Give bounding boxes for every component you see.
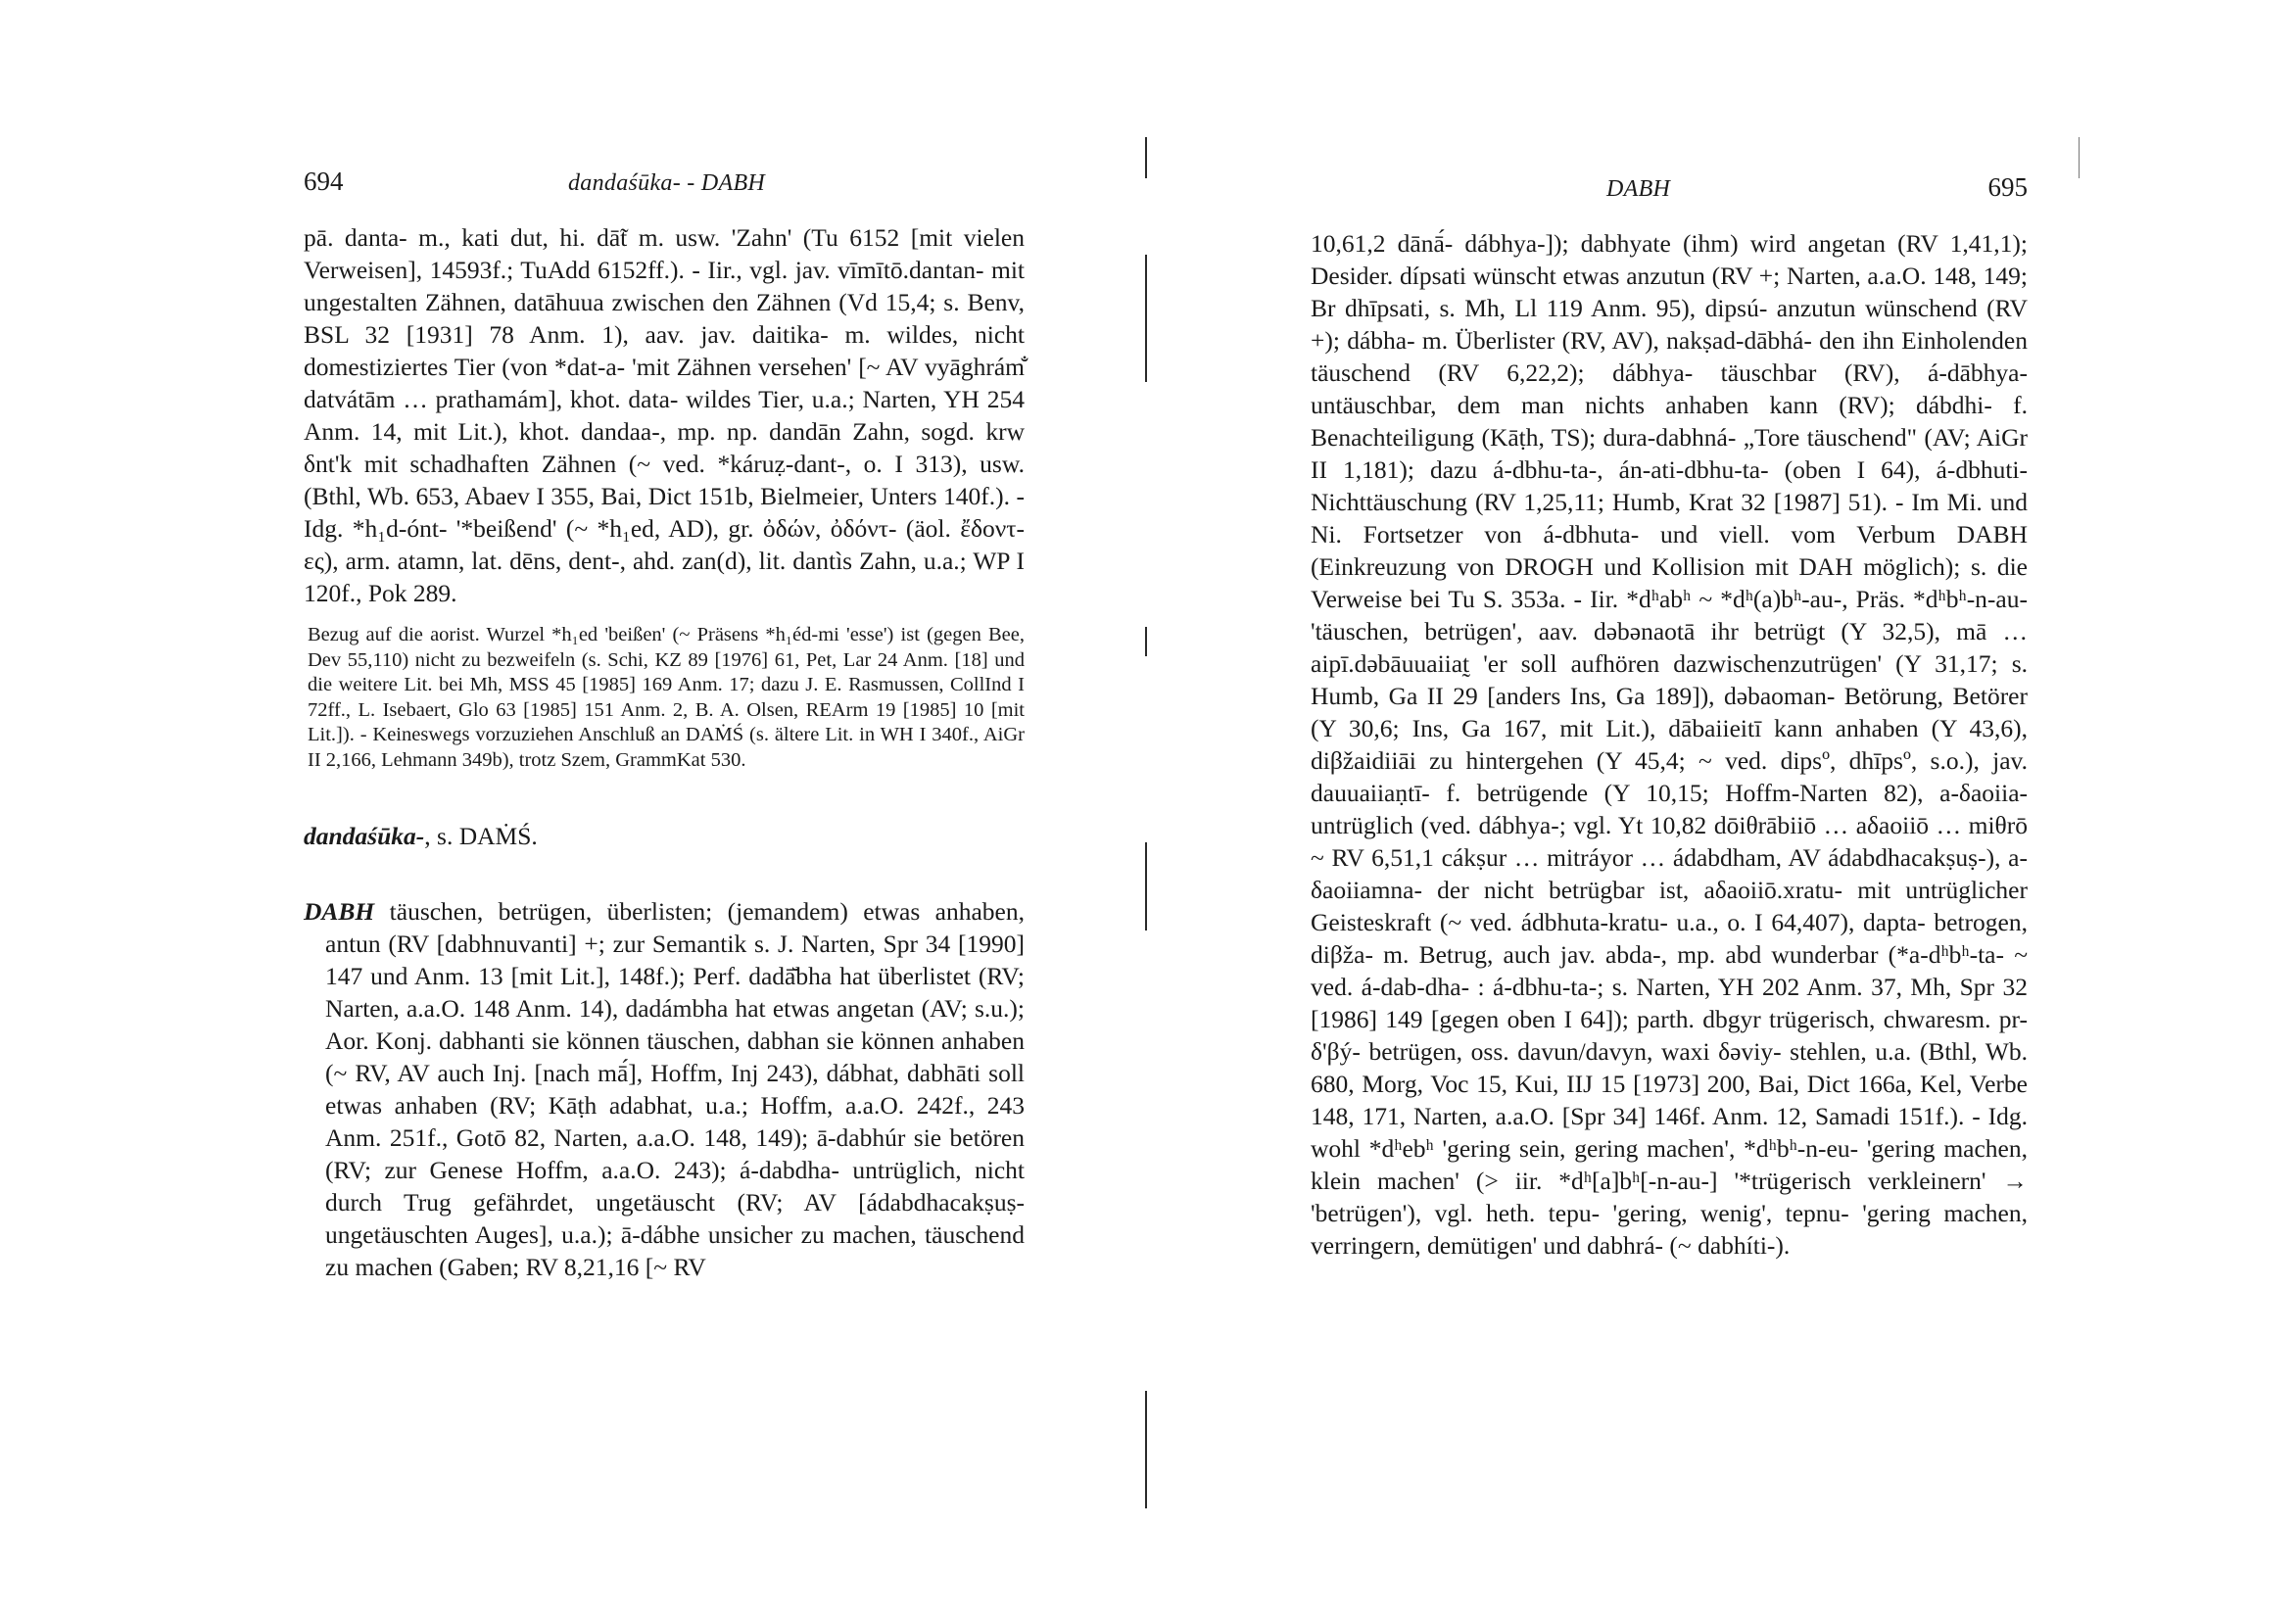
entry-dabh	[304, 895, 1025, 1283]
gutter-line	[1145, 1469, 1147, 1508]
entry-dandasuka	[304, 820, 1025, 852]
footnote-paragraph: Bezug auf die aorist. Wurzel *h₁ed 'beißen' (~ Präsens *h₁éd-mi 'esse') ist (gegen Bee, Dev 55,110) nicht zu bezweifeln (s. Schi, KZ 89 [1976] 61, Pet, Lar 24 Anm. [18] und die weitere Lit. bei Mh, MSS 45 [1985] 169 Anm. 17; dazu J. E. Rasmussen, CollInd I 72ff., L. Isebaert, Glo 63 [1985] 151 Anm. 2, B. A. Olsen, REArm 19 [1985] 10 [mit Lit.]). - Keineswegs vorzuziehen Anschluß an DAṀŚ (s. ältere Lit. in WH I 340f., AiGr II 2,166, Lehmann 349b), trotz Szem, GrammKat 530.	[308, 624, 1025, 771]
page-header	[304, 167, 1025, 206]
running-head: dandaśūka- - DABH	[568, 170, 766, 196]
gutter-line	[1145, 137, 1147, 178]
gutter-line	[1145, 842, 1147, 930]
edge-mark	[2079, 137, 2080, 178]
text-column	[304, 221, 1025, 1283]
page-number: 695	[1987, 172, 2028, 202]
entry-text: täuschen, betrügen, überlisten; (jemandem) etwas anhaben, antun (RV [dabhnuvanti] +; zur Semantik s. J. Narten, Spr 34 [1990] 147 und Anm. 13 [mit Lit.], 148f.); Perf. dadā̆bha hat überlistet (RV; Narten, a.a.O. 148 Anm. 14), dadámbha hat etwas angetan (AV; s.u.); Aor. Konj. dabhanti sie können täuschen, dabhan sie können anhaben (~ RV, AV auch Inj. [nach mā́], Hoffm, Inj 243), dábhat, dabhāti soll etwas anhaben (RV; Kāṭh adabhat, u.a.; Hoffm, a.a.O. 242f., 243 Anm. 251f., Gotō 82, Narten, a.a.O. 148, 149); ā-dabhúr sie betören (RV; zur Genese Hoffm, a.a.O. 243); á-dabdha- untrüglich, nicht durch Trug gefährdet, ungetäuscht (RV; AV [ádabdhacakṣuṣ- ungetäuschten Auges], u.a.); ā-dábhe unsicher zu machen, täuschend zu machen (Gaben; RV 8,21,16 [~ RV	[325, 897, 1025, 1281]
gutter-line	[1145, 627, 1147, 656]
page-header	[1311, 167, 2028, 206]
text-column	[1311, 227, 2028, 1262]
entry-text: , s. DAṀŚ.	[424, 822, 538, 850]
entry-lemma: dandaśūka-	[304, 822, 425, 850]
gutter-line	[1145, 255, 1147, 382]
page-number: 694	[304, 167, 344, 196]
body-paragraph: 10,61,2 dānā́- dábhya-]); dabhyate (ihm) wird angetan (RV 1,41,1); Desider. dípsati wünscht etwas anzutun (RV +; Narten, a.a.O. 148, 149; Br dhīpsati, s. Mh, Ll 119 Anm. 95), dipsú- anzutun wünschend (RV +); dábha- m. Überlister (RV, AV), nakṣad-dābhá- den ihn Einholenden täuschend (RV 6,22,2); dábhya- täuschbar (RV), á-dābhya- untäuschbar, dem man nichts anhaben kann (RV); dábdhi- f. Benachteiligung (Kāṭh, TS); dura-dabhná- „Tore täuschend" (AV; AiGr II 1,181); dazu á-dbhu-ta-, án-ati-dbhu-ta- (oben I 64), á-dbhuti- Nichttäuschung (RV 1,25,11; Humb, Krat 32 [1987] 51). - Im Mi. und Ni. Fortsetzer von á-dbhuta- und viell. vom Verbum DABH (Einkreuzung von DROGH und Kollision mit DAH möglich); s. die Verweise bei Tu S. 353a. - Iir. *dʰabʰ ~ *dʰ(a)bʰ-au-, Präs. *dʰbʰ-n-au- 'täuschen, betrügen', aav. dəbənaotā ihr betrügt (Y 32,5), mā … aipī.dəbāuuaiiat̰ 'er soll aufhören dazwischenzutrügen' (Y 31,17; s. Humb, Ga II 29 [anders Ins, Ga 189]), dəbaoman- Betörung, Betörer (Y 30,6; Ins, Ga 167, mit Lit.), dābaiieitī kann anhaben (Y 43,6), diβžaidiiāi zu hintergehen (Y 45,4; ~ ved. dipsº, dhīpsº, s.o.), jav. dauuaiiaṇtī- f. betrügende (Y 10,15; Hoffm-Narten 82), a-δaoiia- untrüglich (ved. dábhya-; vgl. Yt 10,82 dōiθrābiiō … aδaoiiō … miθrō ~ RV 6,51,1 cákṣur … mitráyor … ádabdham, AV ádabdhacakṣuṣ-), a-δaoiiamna- der nicht betrügbar ist, aδaoiiō.xratu- mit untrüglicher Geisteskraft (~ ved. ádbhuta-kratu- u.a., o. I 64,407), dapta- betrogen, diβža- m. Betrug, auch jav. abda-, mp. abd wunderbar (*a-dʰbʰ-ta- ~ ved. á-dab-dha- : á-dbhu-ta-; s. Narten, YH 202 Anm. 37, Mh, Spr 32 [1986] 149 [gegen oben I 64]); parth. dbgyr trügerisch, chwaresm. pr-δ'βý- betrügen, oss. davun/davyn, waxi δəviy- stehlen, u.a. (Bthl, Wb. 680, Morg, Voc 15, Kui, IIJ 15 [1973] 200, Bai, Dict 166a, Kel, Verbe 148, 171, Narten, a.a.O. [Spr 34] 146f. Anm. 12, Samadi 151f.). - Idg. wohl *dʰebʰ 'gering sein, gering machen', *dʰbʰ-n-eu- 'gering machen, klein machen' (> iir. *dʰ[a]bʰ[-n-au-] '*trügerisch verkleinern' → 'betrügen'), vgl. heth. tepu- 'gering, wenig', tepnu- 'gering machen, verringern, demütigen' und dabhrá- (~ dabhíti-).	[1311, 229, 2028, 1260]
running-head: DABH	[1606, 176, 1671, 202]
entry-lemma: DABH	[304, 897, 375, 926]
body-paragraph: pā. danta- m., kati dut, hi. dā̃t m. usw. 'Zahn' (Tu 6152 [mit vielen Verweisen], 14593f.; TuAdd 6152ff.). - Iir., vgl. jav. vīmītō.dantan- mit ungestalten Zähnen, datāhuua zwischen den Zähnen (Vd 15,4; s. Benv, BSL 32 [1931] 78 Anm. 1), aav. jav. daitika- m. wildes, nicht domestiziertes Tier (von *dat-a- 'mit Zähnen versehen' [~ AV vyāghrám̐ datvátām … prathamám], khot. data- wildes Tier, u.a.; Narten, YH 254 Anm. 14, mit Lit.), khot. dandaa-, mp. np. dandān Zahn, sogd. krw δnt'k mit schadhaften Zähnen (~ ved. *káruẓ-dant-, o. I 313), usw. (Bthl, Wb. 653, Abaev I 355, Bai, Dict 151b, Bielmeier, Unters 140f.). - Idg. *h₁d-ónt- '*beißend' (~ *h₁ed, AD), gr. ὀδών, ὀδόντ- (äol. ἔδοντ-ες), arm. atamn, lat. dēns, dent-, ahd. zan(d), lit. dantìs Zahn, u.a.; WP I 120f., Pok 289.	[304, 223, 1025, 607]
